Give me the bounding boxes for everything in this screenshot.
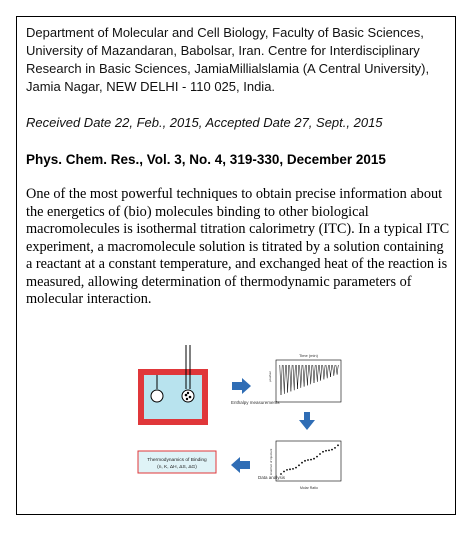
peak: [323, 365, 325, 379]
received-dates: Received Date 22, Feb., 2015, Accepted Date 27, Sept., 2015: [26, 115, 383, 130]
peak: [296, 365, 298, 389]
arrow-down-icon: [299, 412, 315, 430]
enthalpy-label: Enthalpy measurements: [231, 400, 280, 405]
peak: [329, 365, 331, 377]
isotherm-point: [301, 462, 303, 464]
peak: [326, 365, 328, 378]
peak: [316, 365, 318, 382]
isotherm-points: [280, 444, 339, 474]
isotherm-point: [334, 447, 336, 449]
isotherm-point: [298, 464, 300, 466]
time-label: Time (min): [299, 353, 318, 358]
isotherm-point: [283, 471, 285, 473]
peak: [300, 365, 302, 388]
abstract-text: One of the most powerful techniques to obtain precise information about the energetics of (bio) molecules binding to other biological macromolecules is isothermal titration calorimetry (ITC). In a typical ITC experiment, a macromolecule solution is titrated by a solution containing a reactant at a constant temperature, and exchanged heat of the reaction is measured, allowing determination of thermodynamic parameters of molecular interaction.: [26, 186, 450, 307]
peak: [306, 365, 308, 385]
isotherm-point: [337, 444, 339, 446]
isotherm-point: [292, 468, 294, 470]
isotherm-point: [328, 449, 330, 451]
isotherm-point: [307, 459, 309, 461]
reference-cell: [151, 390, 163, 402]
isotherm-point: [325, 450, 327, 452]
peak: [293, 365, 295, 390]
isotherm-point: [331, 449, 333, 451]
peak: [336, 365, 338, 375]
peak: [310, 365, 312, 384]
thermogram-peaks: [280, 365, 339, 395]
journal-citation: Phys. Chem. Res., Vol. 3, No. 4, 319-330, December 2015: [26, 152, 386, 167]
peak: [280, 365, 282, 395]
arrow-left-icon: [231, 457, 250, 473]
affiliation-text: Department of Molecular and Cell Biology, Faculty of Basic Sciences, University of Mazandaran, Babolsar, Iran. Centre for Interdisciplinary Research in Basic Sciences, JamiaMillialslamia (A Central University), Jamia Nagar, NEW DELHI - 110 025, India.: [26, 25, 430, 94]
isotherm-point: [316, 456, 318, 458]
thermo-line2: (n, K, ΔH, ΔS, ΔG): [157, 465, 197, 470]
peak: [283, 365, 285, 394]
molar-ratio-label: Molar Ratio: [300, 486, 318, 490]
isotherm-point: [295, 467, 297, 469]
peak: [333, 365, 335, 376]
arrow-right-icon: [232, 378, 251, 394]
sample-cell: [182, 390, 194, 402]
peak: [303, 365, 305, 387]
thermo-line1: Thermodynamics of Binding: [147, 458, 207, 463]
isotherm-point: [310, 459, 312, 461]
data-analysis-label: Data analysis: [258, 475, 286, 480]
isotherm-frame: [276, 441, 341, 481]
isotherm-point: [289, 468, 291, 470]
peak: [290, 365, 292, 391]
peak: [319, 365, 321, 381]
isotherm-point: [304, 460, 306, 462]
isotherm-point: [319, 453, 321, 455]
peak: [286, 365, 288, 393]
peak: [313, 365, 315, 383]
isotherm-point: [286, 469, 288, 471]
y-bottom-label: kcal/mol of injectant: [269, 448, 273, 475]
y-top-label: μcal/sec: [268, 370, 272, 382]
isotherm-point: [313, 458, 315, 460]
isotherm-point: [322, 451, 324, 453]
